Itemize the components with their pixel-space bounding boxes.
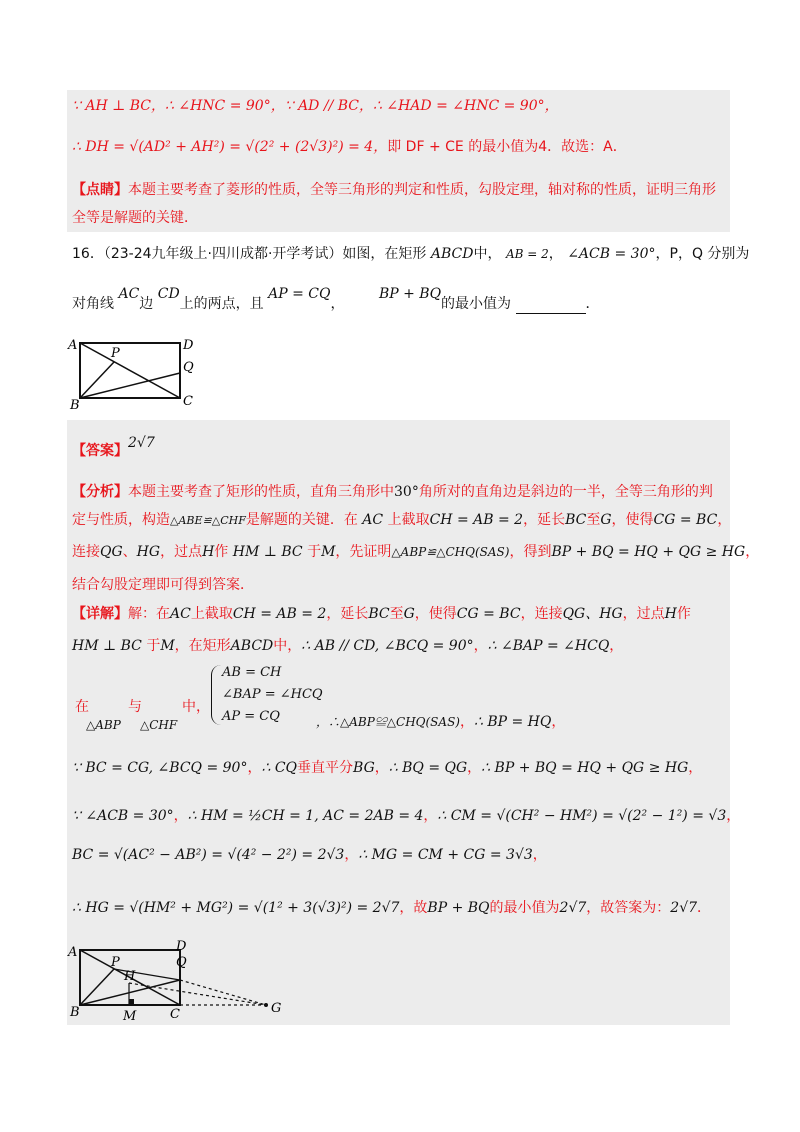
system-line-3: AP = CQ	[222, 709, 280, 724]
question-line-1: 16．（23-24九年级上·四川成都·开学考试）如图，在矩形 ABCD中， AB = 2， ∠ACB = 30°，P，Q 分别为	[72, 246, 750, 262]
label2-M: M	[123, 1009, 137, 1023]
prev-line-2: ∴ DH = √(AD² + AH²) = √(2² + (2√3)²) = 4，即 DF + CE 的最小值为4．故选：A．	[72, 139, 627, 155]
answer-blank	[516, 299, 586, 314]
detail-line-5: ∵ ∠ACB = 30°，∴ HM = ½CH = 1, AC = 2AB = 4，∴ CM = √(CH² − HM²) = √(2² − 1²) = √3，	[72, 808, 741, 824]
detail-line-3-prefix: 在	[75, 699, 89, 715]
prev-comment-2: 全等是解题的关键．	[72, 210, 198, 226]
label2-D: D	[176, 939, 187, 954]
detail-line-3-tail: ，∴△ABP≌△CHQ(SAS)，∴ BP = HQ，	[316, 714, 566, 730]
detail-line-2: HM ⊥ BC 于M，在矩形ABCD中，∴ AB // CD, ∠BCQ = 90°，∴ ∠BAP = ∠HCQ，	[72, 638, 624, 654]
detail-line-7: ∴ HG = √(HM² + MG²) = √(1² + 3(√3)²) = 2√7，故BP + BQ的最小值为2√7，故答案为：2√7．	[72, 900, 712, 916]
label-A: A	[68, 338, 78, 353]
label-C: C	[183, 394, 193, 409]
answer-line: 【答案】2√7	[72, 435, 155, 459]
label-P: P	[111, 346, 120, 361]
analysis-line-4: 结合勾股定理即可得到答案．	[72, 577, 254, 593]
detail-line-1: 【详解】解：在AC上截取CH = AB = 2，延长BC至G，使得CG = BC，连接QG、HG，过点H作	[72, 606, 691, 622]
analysis-line-2: 定与性质，构造△ABE≌△CHF是解题的关键．在 AC 上截取CH = AB = 2，延长BC至G，使得CG = BC，	[72, 512, 732, 528]
label2-Q: Q	[176, 955, 187, 970]
label-B: B	[70, 398, 80, 413]
analysis-line-1: 【分析】本题主要考查了矩形的性质，直角三角形中30°角所对的直角边是斜边的一半，全等三角形的判	[72, 484, 713, 500]
system-line-1: AB = CH	[222, 665, 282, 680]
detail-line-6: BC = √(AC² − AB²) = √(4² − 2²) = 2√3，∴ MG = CM + CG = 3√3，	[72, 847, 547, 863]
label-D: D	[183, 338, 194, 353]
question-line-2: 对角线 AC边 CD上的两点，且 AP = CQ， BP + BQ的最小值为 ．	[72, 286, 600, 312]
label2-C: C	[170, 1007, 180, 1022]
system-line-2: ∠BAP = ∠HCQ	[222, 687, 323, 702]
figure-rectangle-1	[66, 335, 206, 415]
label-Q: Q	[183, 360, 194, 375]
figure-rectangle-2	[66, 938, 296, 1023]
prev-line-1: ∵ AH ⊥ BC，∴ ∠HNC = 90°，∵ AD // BC，∴ ∠HAD = ∠HNC = 90°，	[72, 98, 559, 114]
detail-tri2: △CHF	[140, 718, 178, 732]
detail-line-4: ∵ BC = CG, ∠BCQ = 90°，∴ CQ垂直平分BG，∴ BQ = QG，∴ BP + BQ = HQ + QG ≥ HG，	[72, 760, 703, 776]
detail-with: 与	[128, 699, 142, 715]
detail-tri1: △ABP	[86, 718, 121, 732]
analysis-line-3: 连接QG、HG，过点H作 HM ⊥ BC 于M，先证明△ABP≌△CHQ(SAS)，得到BP + BQ = HQ + QG ≥ HG，	[72, 544, 760, 560]
label2-G: G	[271, 1001, 282, 1016]
prev-comment-1: 【点睛】本题主要考查了菱形的性质，全等三角形的判定和性质，勾股定理，轴对称的性质，证明三角形	[72, 182, 716, 198]
detail-mid: 中，	[182, 699, 210, 715]
label2-B: B	[70, 1005, 80, 1020]
label2-P: P	[111, 955, 120, 970]
label2-A: A	[68, 945, 78, 960]
label2-H: H	[124, 969, 136, 984]
